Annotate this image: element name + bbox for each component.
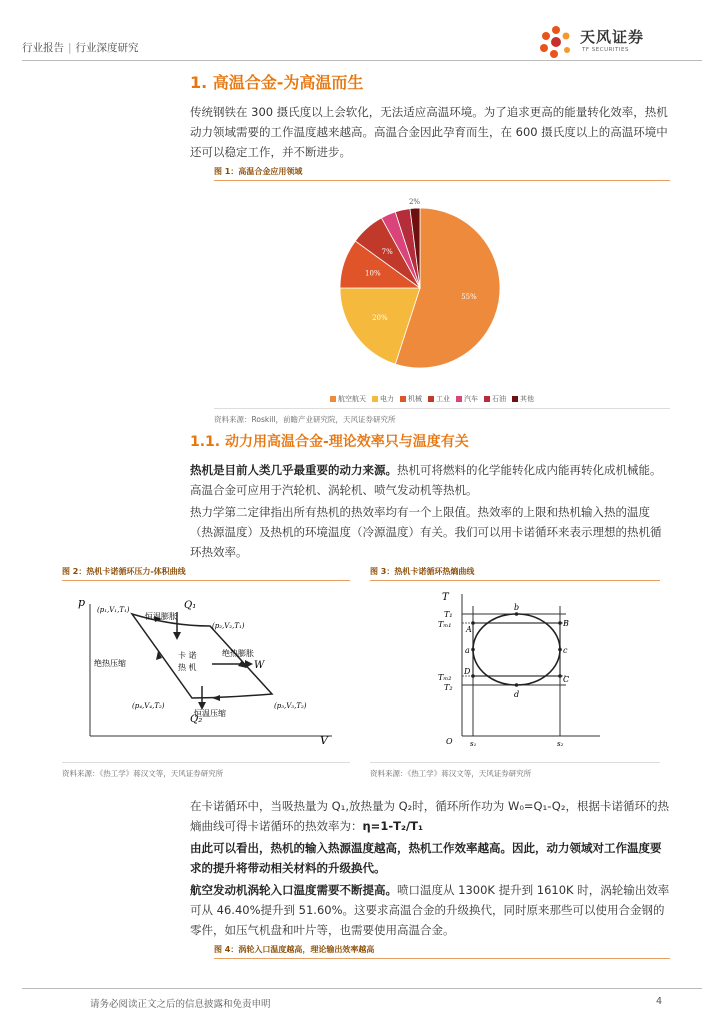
pv-diagram (62, 586, 350, 756)
ts-t2: T₂ (444, 683, 453, 692)
ts-o-label: O (446, 737, 453, 746)
legend-swatch-6 (512, 396, 518, 402)
pie-label-0: 55% (461, 292, 477, 301)
legend-item-1 (372, 394, 394, 404)
pv-w: W (254, 660, 265, 671)
pv-iso-comp: 恒温压缩 (194, 709, 226, 718)
pv-p-label: p (78, 596, 86, 609)
legend-item-3 (428, 394, 450, 404)
pv-pt2: (p₂,V₂,T₁) (212, 622, 245, 630)
ts-b: b (514, 603, 520, 612)
ts-tm1: Tₘ₁ (438, 620, 452, 629)
legend-swatch-5 (484, 396, 490, 402)
legend-label-0: 航空航天 (338, 395, 366, 403)
legend-item-2 (400, 394, 422, 404)
pie-label-2: 10% (365, 269, 381, 278)
legend-swatch-3 (428, 396, 434, 402)
ts-ellipse (473, 614, 560, 685)
legend-swatch-1 (372, 396, 378, 402)
pv-carnot1: 卡 诺 (178, 651, 197, 660)
pie-label-1: 20% (372, 314, 388, 323)
ts-pt-d (515, 683, 519, 687)
ts-pt-C (558, 674, 562, 678)
ts-pt-B (558, 621, 562, 625)
ts-pt-c (558, 648, 562, 652)
ts-tm2: Tₘ₂ (438, 673, 452, 682)
pv-pt4: (p₄,V₄,T₂) (132, 702, 165, 710)
eq-paragraph-3 (190, 880, 670, 940)
eq-paragraph-2: 由此可以看出，热机的输入热源温度越高，热机工作效率越高。因此，动力领域对工作温度要求的提升将带动相关材料的升级换代。 (190, 841, 662, 875)
pv-q1: Q₁ (184, 600, 197, 611)
legend-label-5: 石油 (492, 395, 506, 403)
eq-p1-text: 在卡诺循环中，当吸热量为 Q₁,放热量为 Q₂时，循环所作功为 W₀=Q₁-Q₂，根据卡诺循环的热熵曲线可得卡诺循环的热效率为： (190, 799, 669, 833)
section1-paragraph: 传统钢铁在 300 摄氏度以上会软化，无法适应高温环境。为了追求更高的能量转化效率，热机动力领域需要的工作温度越来越高。高温合金因此孕育而生，在 600 摄氏度以上的高温环境中还可以稳定工作，并不断进步。 (190, 105, 668, 159)
brand-name: 天风证券 (580, 28, 645, 46)
ts-t-label: T (442, 592, 449, 603)
legend-item-4 (456, 394, 478, 404)
ts-pt-a (471, 648, 475, 652)
pv-pt1: (p₁,V₁,T₁) (97, 606, 130, 614)
legend-item-0 (330, 394, 366, 404)
fig1-source: 资料来源：Roskill，前瞻产业研究院，天风证券研究所 (214, 415, 396, 424)
legend-label-1: 电力 (380, 395, 394, 403)
legend-label-4: 汽车 (464, 395, 478, 403)
fig1-title: 图 1：高温合金应用领域 (214, 167, 303, 176)
eq-p3-rest: 喷口温度从 1300K 提升到 1610K 时，涡轮输出效率可从 46.40%提升到 51.60%。这要求高温合金的升级换代，同时原来那些可以使用合金钢的零件，如压气机盘和叶片等，也需要使用高温合金。 (190, 883, 670, 937)
efficiency-formula: η=1-T₂/T₁ (362, 819, 424, 833)
legend-swatch-0 (330, 396, 336, 402)
legend-swatch-2 (400, 396, 406, 402)
brand-logo (534, 22, 664, 62)
pv-pt3: (p₃,V₃,T₂) (274, 702, 307, 710)
ts-d: d (514, 690, 520, 699)
pv-w-arrowhead (245, 660, 253, 668)
ts-s2: s₂ (557, 740, 564, 748)
pv-carnot2: 热 机 (178, 663, 197, 672)
ts-pt-D (471, 674, 475, 678)
ts-C: C (563, 675, 570, 684)
pie-label-6: 2% (408, 198, 421, 207)
fig1-bottom-rule (214, 408, 670, 409)
page-number: 4 (656, 996, 663, 1007)
pv-arrow-bottom (212, 695, 220, 701)
section11-p1-rest: 热机可将燃料的化学能转化成内能再转化成机械能。高温合金可应用于汽轮机、涡轮机、喷气发动机等热机。 (190, 463, 662, 497)
ts-A: A (466, 625, 472, 634)
ts-s1: s₁ (470, 740, 477, 748)
ts-diagram (370, 586, 660, 756)
ts-c: c (563, 646, 568, 655)
ts-B: B (563, 619, 569, 628)
pv-q2: Q₂ (190, 714, 203, 725)
fig2-title: 图 2：热机卡诺循环压力-体积曲线 (62, 567, 186, 576)
brand-sub: TF SECURITIES (582, 47, 629, 53)
pie-label-3: 7% (381, 247, 393, 256)
ts-D: D (464, 667, 471, 676)
section11-paragraph-1 (190, 460, 670, 500)
pie-legend (330, 394, 534, 404)
header-category: 行业报告 (22, 42, 64, 54)
ts-a: a (465, 646, 470, 655)
pv-v-label: V (320, 734, 328, 747)
section11-p1-bold: 热机是目前人类几乎最重要的动力来源。 (190, 463, 397, 477)
ts-pt-b (515, 612, 519, 616)
fig2-title-rule (62, 580, 350, 581)
section-title-1: 1. 高温合金-为高温而生 (190, 73, 364, 92)
pie-chart (330, 190, 510, 390)
fig3-title: 图 3：热机卡诺循环热熵曲线 (370, 567, 475, 576)
fig3-bottom-rule (370, 762, 660, 763)
section-title-1-1: 1.1. 动力用高温合金-理论效率只与温度有关 (190, 434, 469, 450)
legend-label-2: 机械 (408, 395, 422, 403)
legend-item-5 (484, 394, 506, 404)
fig2-source: 资料来源：《热工学》蒋汉文等，天风证券研究所 (62, 769, 224, 778)
ts-t1: T₁ (444, 610, 453, 619)
eq-p3-bold: 航空发动机涡轮入口温度需要不断提高。 (190, 883, 397, 897)
brand-flower-icon (534, 22, 578, 62)
pv-iso-exp: 恒温膨胀 (145, 612, 177, 621)
section11-paragraph-2: 热力学第二定律指出所有热机的热效率均有一个上限值。热效率的上限和热机输入热的温度（热源温度）及热机的环境温度（冷源温度）有关。我们可以用卡诺循环来表示理想的热机循环热效率。 (190, 505, 662, 559)
pv-adi-comp: 绝热压缩 (94, 659, 126, 668)
fig2-bottom-rule (62, 762, 350, 763)
eq-paragraph-1 (190, 796, 670, 836)
fig3-source: 资料来源：《热工学》蒋汉文等，天风证券研究所 (370, 769, 532, 778)
pie-slices (340, 208, 500, 368)
footer-disclaimer: 请务必阅读正文之后的信息披露和免责申明 (90, 999, 271, 1010)
header-rule (22, 60, 702, 61)
legend-label-6: 其他 (520, 395, 534, 403)
report-header: 行业报告 | 行业深度研究 (22, 42, 139, 54)
pv-q1-arrowhead (173, 632, 181, 640)
fig4-title-rule (214, 958, 670, 959)
footer-rule (22, 988, 702, 989)
legend-label-3: 工业 (436, 395, 450, 403)
pv-adi-exp: 绝热膨胀 (222, 649, 254, 658)
legend-swatch-4 (456, 396, 462, 402)
ts-rect (473, 623, 560, 676)
legend-item-6 (512, 394, 534, 404)
header-subcategory: 行业深度研究 (75, 42, 139, 54)
fig4-title: 图 4：涡轮入口温度越高，理论输出效率越高 (214, 945, 375, 954)
fig1-title-rule (214, 180, 670, 181)
fig3-title-rule (370, 580, 660, 581)
